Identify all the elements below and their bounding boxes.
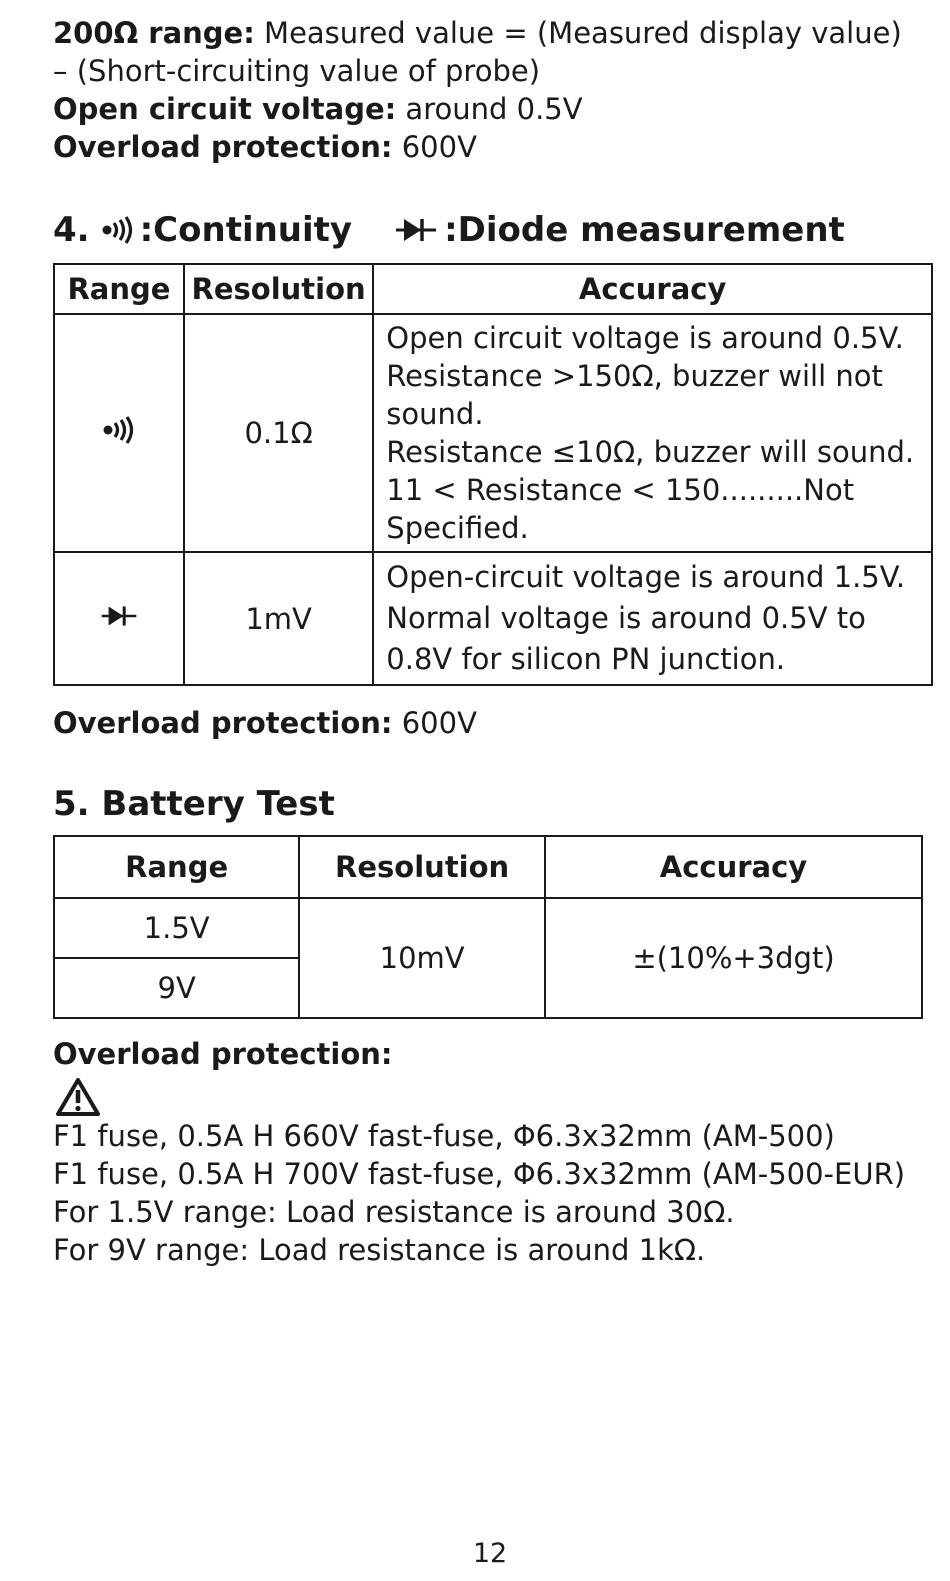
overload-line [53, 128, 902, 166]
accuracy-line: Normal voltage is around 0.5V to [386, 601, 866, 635]
note-line: For 1.5V range: Load resistance is around 30Ω. [53, 1195, 735, 1229]
warning-triangle-icon [55, 1077, 101, 1117]
header-accuracy: Accuracy [373, 264, 932, 314]
accuracy-cell: ±(10%+3dgt) [545, 898, 922, 1018]
accuracy-line: Resistance >150Ω, buzzer will not [386, 359, 883, 393]
range-cell: 1.5V [54, 898, 299, 958]
section-5-notes [53, 1035, 905, 1269]
diode-icon [98, 603, 140, 629]
diode-icon [394, 215, 438, 245]
overload-label: Overload protection: [53, 130, 393, 164]
diode-label: :Diode measurement [444, 210, 845, 250]
header-range: Range [54, 264, 184, 314]
overload-label: Overload protection: [53, 706, 393, 740]
accuracy-line: Resistance ≤10Ω, buzzer will sound. [386, 435, 915, 469]
battery-test-table [53, 835, 923, 1019]
resolution-cell: 10mV [299, 898, 545, 1018]
table-row [54, 314, 932, 552]
header-range: Range [54, 836, 299, 898]
note-line: For 9V range: Load resistance is around 1kΩ. [53, 1233, 706, 1267]
range-200-line [53, 14, 902, 52]
open-circuit-line [53, 90, 902, 128]
accuracy-line: sound. [386, 397, 484, 431]
range-200-label: 200Ω range: [53, 16, 255, 50]
continuity-diode-table [53, 263, 933, 686]
accuracy-line: Open-circuit voltage is around 1.5V. [386, 560, 906, 594]
range-cell: 9V [54, 958, 299, 1018]
continuity-label: :Continuity [139, 210, 353, 250]
overload-value: 600V [392, 130, 477, 164]
table-row [54, 898, 922, 958]
overload-value: 600V [392, 706, 477, 740]
note-line: F1 fuse, 0.5A H 700V fast-fuse, Φ6.3x32mm (AM-500-EUR) [53, 1157, 906, 1191]
continuity-buzzer-icon [98, 215, 138, 245]
section-4-number: 4. [53, 210, 90, 250]
table-header-row [54, 264, 932, 314]
section-4-overload-line [53, 704, 477, 742]
range-200-line-2: – (Short-circuiting value of probe) [53, 54, 541, 88]
overload-label: Overload protection: [53, 1037, 393, 1071]
accuracy-line: Specified. [386, 511, 529, 545]
table-header-row [54, 836, 922, 898]
section-5-heading: 5. Battery Test [53, 784, 335, 824]
accuracy-cell [373, 552, 932, 685]
page-number: 12 [472, 1538, 508, 1569]
range-200-text: Measured value = (Measured display value) [254, 16, 902, 50]
accuracy-line: Open circuit voltage is around 0.5V. [386, 321, 904, 355]
resolution-cell: 0.1Ω [184, 314, 373, 552]
continuity-buzzer-icon [99, 415, 139, 445]
header-resolution: Resolution [184, 264, 373, 314]
note-line: F1 fuse, 0.5A H 660V fast-fuse, Φ6.3x32mm (AM-500) [53, 1119, 835, 1153]
ocv-value: around 0.5V [396, 92, 583, 126]
accuracy-line: 11 < Resistance < 150.........Not [386, 473, 855, 507]
intro-block [53, 14, 902, 166]
resolution-cell: 1mV [184, 552, 373, 685]
range-cell [54, 552, 184, 685]
header-accuracy: Accuracy [545, 836, 922, 898]
table-row [54, 552, 932, 685]
accuracy-line: 0.8V for silicon PN junction. [386, 642, 786, 676]
accuracy-cell [373, 314, 932, 552]
range-cell [54, 314, 184, 552]
section-4-heading [53, 210, 845, 250]
header-resolution: Resolution [299, 836, 545, 898]
ocv-label: Open circuit voltage: [53, 92, 397, 126]
